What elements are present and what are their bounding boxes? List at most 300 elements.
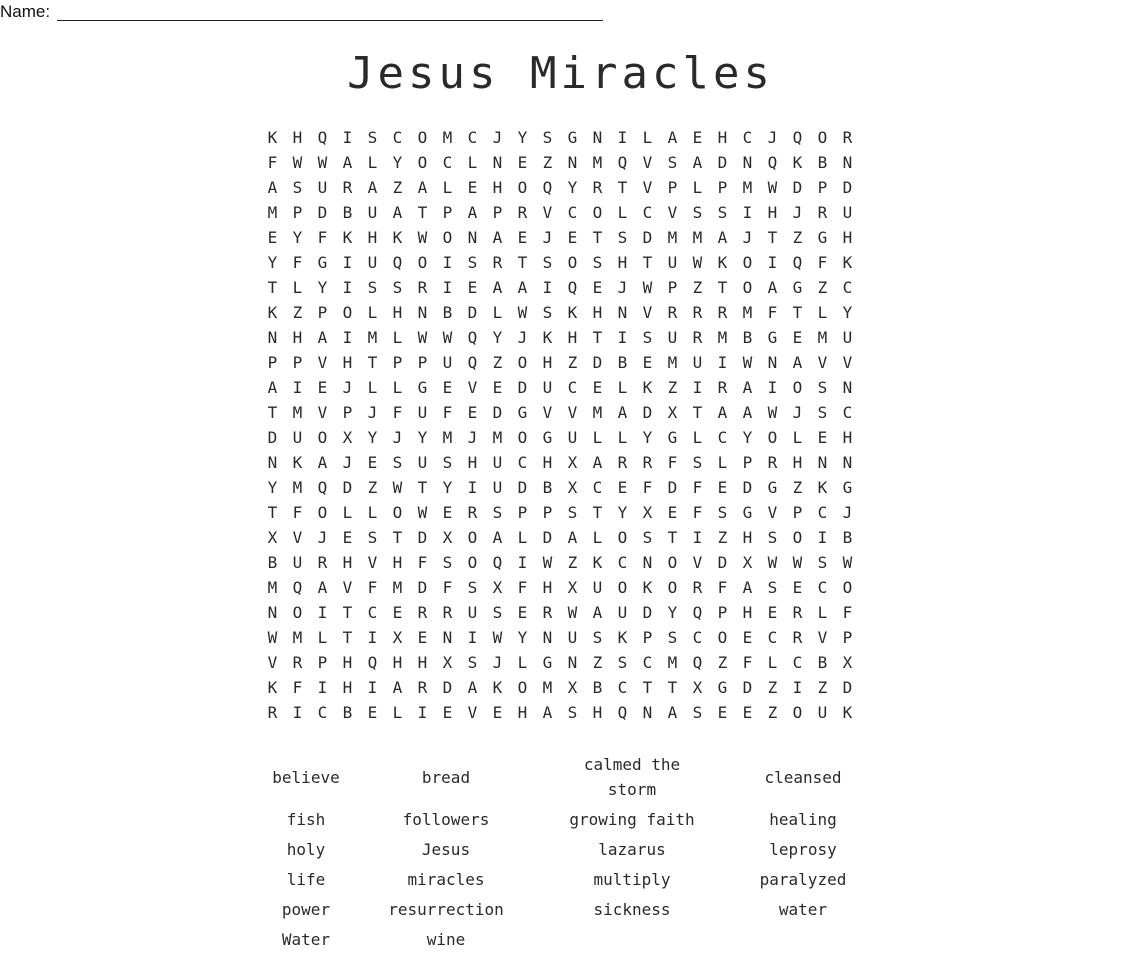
grid-letter: A: [717, 403, 728, 422]
grid-letter: E: [367, 703, 378, 722]
grid-letter: A: [317, 578, 328, 597]
grid-letter: H: [417, 653, 428, 672]
grid-letter: R: [792, 628, 803, 647]
grid-letter: I: [767, 253, 778, 272]
grid-letter: E: [392, 603, 403, 622]
grid-letter: P: [417, 353, 428, 372]
grid-letter: V: [642, 303, 653, 322]
grid-letter: T: [342, 628, 353, 647]
grid-letter: O: [617, 578, 628, 597]
grid-letter: X: [342, 428, 353, 447]
grid-letter: M: [267, 578, 278, 597]
grid-letter: V: [292, 528, 303, 547]
grid-letter: X: [567, 578, 578, 597]
grid-letter: C: [817, 503, 828, 522]
grid-letter: Z: [567, 353, 578, 372]
grid-letter: H: [792, 453, 803, 472]
grid-letter: Y: [317, 278, 328, 297]
grid-letter: P: [717, 603, 728, 622]
grid-letter: O: [792, 378, 803, 397]
grid-letter: X: [567, 678, 578, 697]
grid-letter: A: [767, 278, 778, 297]
grid-letter: N: [267, 453, 278, 472]
grid-letter: W: [292, 153, 303, 172]
grid-letter: G: [542, 428, 553, 447]
grid-letter: R: [717, 303, 728, 322]
grid-letter: R: [842, 128, 853, 147]
grid-letter: A: [742, 578, 753, 597]
grid-letter: L: [692, 428, 703, 447]
grid-letter: E: [517, 603, 528, 622]
grid-letter: F: [642, 478, 653, 497]
grid-letter: U: [492, 478, 503, 497]
grid-letter: R: [292, 653, 303, 672]
grid-letter: O: [292, 603, 303, 622]
word-bank-item: water: [778, 900, 828, 919]
grid-letter: K: [267, 678, 278, 697]
grid-row: [260, 525, 860, 550]
grid-letter: K: [792, 153, 803, 172]
grid-letter: M: [367, 328, 378, 347]
grid-letter: A: [267, 378, 278, 397]
grid-letter: A: [392, 678, 403, 697]
word-search-grid: [260, 125, 860, 725]
grid-row: [260, 650, 860, 675]
grid-letter: S: [542, 303, 553, 322]
grid-letter: Q: [792, 128, 803, 147]
grid-row: [260, 150, 860, 175]
grid-letter: V: [317, 403, 328, 422]
grid-letter: G: [817, 228, 828, 247]
grid-letter: L: [367, 503, 378, 522]
word-bank-item: miracles: [407, 870, 485, 889]
grid-letter: A: [617, 403, 628, 422]
grid-letter: D: [267, 428, 278, 447]
grid-letter: J: [342, 378, 353, 397]
grid-letter: L: [617, 203, 628, 222]
grid-letter: R: [817, 203, 828, 222]
grid-letter: H: [342, 353, 353, 372]
grid-letter: X: [267, 528, 278, 547]
grid-letter: S: [492, 603, 503, 622]
grid-letter: A: [317, 453, 328, 472]
word-bank-item: resurrection: [388, 900, 504, 919]
grid-letter: G: [767, 328, 778, 347]
grid-letter: C: [467, 128, 478, 147]
grid-letter: R: [592, 178, 603, 197]
grid-letter: R: [342, 178, 353, 197]
grid-letter: O: [817, 128, 828, 147]
grid-letter: G: [417, 378, 428, 397]
grid-row: [260, 625, 860, 650]
grid-letter: J: [492, 653, 503, 672]
grid-letter: P: [842, 628, 853, 647]
grid-letter: U: [417, 403, 428, 422]
grid-letter: E: [442, 503, 453, 522]
grid-letter: O: [342, 303, 353, 322]
grid-row: [260, 500, 860, 525]
grid-letter: G: [792, 278, 803, 297]
grid-letter: T: [592, 228, 603, 247]
grid-letter: L: [392, 703, 403, 722]
grid-letter: O: [667, 578, 678, 597]
grid-letter: X: [392, 628, 403, 647]
grid-letter: O: [467, 528, 478, 547]
grid-letter: O: [717, 628, 728, 647]
grid-letter: S: [817, 403, 828, 422]
grid-letter: E: [492, 378, 503, 397]
grid-letter: F: [367, 578, 378, 597]
grid-letter: D: [792, 178, 803, 197]
grid-letter: B: [817, 153, 828, 172]
grid-letter: E: [667, 503, 678, 522]
grid-row: [260, 250, 860, 275]
grid-letter: E: [417, 628, 428, 647]
grid-letter: D: [517, 378, 528, 397]
grid-letter: M: [717, 328, 728, 347]
grid-letter: U: [442, 353, 453, 372]
grid-letter: S: [817, 378, 828, 397]
grid-letter: X: [692, 678, 703, 697]
grid-letter: G: [717, 678, 728, 697]
grid-letter: L: [492, 303, 503, 322]
grid-letter: B: [592, 678, 603, 697]
grid-letter: I: [692, 528, 703, 547]
grid-letter: W: [767, 178, 778, 197]
grid-letter: I: [692, 378, 703, 397]
grid-letter: O: [467, 553, 478, 572]
word-bank-item: paralyzed: [759, 870, 847, 889]
grid-letter: S: [442, 453, 453, 472]
grid-letter: I: [342, 278, 353, 297]
grid-letter: L: [442, 178, 453, 197]
grid-letter: Z: [392, 178, 403, 197]
grid-letter: E: [817, 428, 828, 447]
grid-letter: G: [742, 503, 753, 522]
grid-letter: L: [292, 278, 303, 297]
grid-letter: Y: [567, 178, 578, 197]
grid-letter: I: [717, 353, 728, 372]
grid-letter: L: [592, 528, 603, 547]
grid-letter: L: [367, 303, 378, 322]
grid-letter: K: [642, 578, 653, 597]
grid-letter: A: [667, 128, 678, 147]
grid-letter: N: [642, 703, 653, 722]
grid-letter: R: [517, 203, 528, 222]
grid-letter: Q: [467, 328, 478, 347]
grid-letter: M: [492, 428, 503, 447]
grid-letter: J: [842, 503, 853, 522]
grid-letter: V: [842, 353, 853, 372]
word-bank-item: bread: [421, 768, 471, 787]
grid-letter: C: [567, 378, 578, 397]
grid-letter: M: [292, 628, 303, 647]
grid-letter: A: [417, 178, 428, 197]
grid-letter: J: [392, 428, 403, 447]
grid-letter: C: [517, 453, 528, 472]
grid-letter: E: [767, 603, 778, 622]
grid-letter: Z: [692, 278, 703, 297]
grid-letter: V: [542, 203, 553, 222]
grid-letter: A: [492, 278, 503, 297]
grid-letter: C: [642, 653, 653, 672]
grid-letter: M: [667, 353, 678, 372]
grid-letter: W: [542, 553, 553, 572]
word-bank-item: lazarus: [598, 840, 666, 859]
grid-letter: V: [267, 653, 278, 672]
grid-letter: P: [542, 503, 553, 522]
grid-letter: R: [417, 603, 428, 622]
grid-letter: I: [367, 678, 378, 697]
grid-letter: K: [292, 453, 303, 472]
grid-letter: E: [467, 403, 478, 422]
grid-letter: N: [842, 453, 853, 472]
grid-letter: W: [267, 628, 278, 647]
grid-letter: P: [742, 453, 753, 472]
grid-letter: H: [492, 178, 503, 197]
grid-letter: X: [567, 478, 578, 497]
grid-letter: I: [742, 203, 753, 222]
grid-letter: A: [492, 228, 503, 247]
grid-letter: T: [617, 178, 628, 197]
grid-letter: D: [742, 678, 753, 697]
grid-letter: R: [542, 603, 553, 622]
grid-letter: U: [667, 253, 678, 272]
grid-letter: O: [842, 578, 853, 597]
grid-letter: H: [742, 528, 753, 547]
grid-letter: G: [767, 478, 778, 497]
grid-letter: R: [717, 378, 728, 397]
grid-letter: Z: [592, 653, 603, 672]
grid-letter: M: [292, 403, 303, 422]
grid-letter: Q: [567, 278, 578, 297]
grid-letter: S: [592, 253, 603, 272]
grid-letter: V: [817, 353, 828, 372]
grid-letter: F: [692, 503, 703, 522]
grid-letter: Q: [392, 253, 403, 272]
grid-letter: W: [567, 603, 578, 622]
grid-letter: O: [517, 353, 528, 372]
grid-letter: I: [442, 278, 453, 297]
grid-letter: Q: [792, 253, 803, 272]
grid-letter: D: [842, 178, 853, 197]
grid-letter: W: [417, 228, 428, 247]
grid-letter: Q: [692, 603, 703, 622]
grid-letter: F: [692, 478, 703, 497]
grid-letter: D: [492, 403, 503, 422]
grid-row: [260, 125, 860, 150]
grid-letter: S: [392, 453, 403, 472]
grid-letter: Y: [492, 328, 503, 347]
grid-letter: A: [742, 403, 753, 422]
grid-letter: J: [792, 203, 803, 222]
grid-letter: L: [392, 328, 403, 347]
grid-letter: R: [267, 703, 278, 722]
grid-row: [260, 375, 860, 400]
grid-letter: Y: [642, 428, 653, 447]
grid-letter: B: [742, 328, 753, 347]
grid-letter: F: [517, 578, 528, 597]
grid-letter: T: [267, 503, 278, 522]
grid-letter: N: [567, 153, 578, 172]
grid-letter: T: [417, 203, 428, 222]
grid-letter: K: [542, 328, 553, 347]
grid-letter: H: [842, 228, 853, 247]
grid-letter: U: [667, 328, 678, 347]
grid-letter: P: [667, 178, 678, 197]
grid-letter: K: [342, 228, 353, 247]
grid-letter: P: [792, 503, 803, 522]
grid-letter: C: [592, 478, 603, 497]
grid-letter: Q: [467, 353, 478, 372]
grid-row: [260, 175, 860, 200]
grid-letter: H: [342, 678, 353, 697]
grid-letter: U: [842, 203, 853, 222]
grid-letter: L: [767, 653, 778, 672]
grid-letter: X: [492, 578, 503, 597]
grid-letter: H: [717, 128, 728, 147]
grid-letter: M: [592, 403, 603, 422]
grid-letter: I: [442, 253, 453, 272]
grid-letter: E: [567, 228, 578, 247]
grid-letter: O: [392, 503, 403, 522]
grid-letter: U: [317, 178, 328, 197]
grid-letter: A: [692, 153, 703, 172]
grid-letter: D: [667, 478, 678, 497]
grid-letter: Y: [517, 628, 528, 647]
grid-letter: Y: [442, 478, 453, 497]
grid-letter: E: [367, 453, 378, 472]
grid-letter: I: [767, 378, 778, 397]
grid-letter: N: [442, 628, 453, 647]
grid-letter: A: [517, 278, 528, 297]
grid-letter: T: [417, 478, 428, 497]
grid-letter: N: [842, 378, 853, 397]
grid-letter: N: [767, 353, 778, 372]
grid-letter: F: [392, 403, 403, 422]
grid-letter: L: [817, 303, 828, 322]
grid-letter: E: [792, 578, 803, 597]
word-bank-item: power: [281, 900, 331, 919]
grid-letter: I: [342, 128, 353, 147]
grid-letter: L: [717, 453, 728, 472]
grid-letter: Q: [767, 153, 778, 172]
grid-letter: W: [417, 328, 428, 347]
grid-letter: D: [642, 603, 653, 622]
grid-letter: E: [517, 228, 528, 247]
grid-letter: C: [717, 428, 728, 447]
grid-letter: I: [617, 128, 628, 147]
grid-letter: F: [317, 228, 328, 247]
grid-letter: S: [367, 278, 378, 297]
grid-letter: R: [667, 303, 678, 322]
grid-row: [260, 700, 860, 725]
grid-letter: V: [542, 403, 553, 422]
grid-letter: P: [442, 203, 453, 222]
grid-letter: F: [717, 578, 728, 597]
grid-letter: I: [467, 478, 478, 497]
grid-letter: E: [717, 478, 728, 497]
grid-letter: H: [467, 453, 478, 472]
grid-letter: T: [367, 353, 378, 372]
grid-letter: D: [417, 528, 428, 547]
grid-letter: S: [692, 453, 703, 472]
grid-letter: S: [567, 703, 578, 722]
grid-letter: Z: [767, 678, 778, 697]
grid-letter: P: [517, 503, 528, 522]
grid-letter: Q: [492, 553, 503, 572]
grid-letter: Y: [292, 228, 303, 247]
grid-letter: Z: [367, 478, 378, 497]
grid-letter: R: [442, 603, 453, 622]
grid-letter: O: [317, 503, 328, 522]
grid-letter: T: [717, 278, 728, 297]
grid-letter: R: [642, 453, 653, 472]
grid-letter: P: [392, 353, 403, 372]
grid-row: [260, 675, 860, 700]
grid-letter: Z: [792, 478, 803, 497]
grid-letter: H: [392, 553, 403, 572]
grid-letter: T: [592, 328, 603, 347]
grid-letter: Q: [617, 703, 628, 722]
grid-letter: C: [817, 578, 828, 597]
grid-letter: E: [742, 628, 753, 647]
grid-letter: I: [792, 678, 803, 697]
grid-letter: O: [517, 178, 528, 197]
grid-letter: F: [742, 653, 753, 672]
grid-letter: U: [492, 453, 503, 472]
grid-letter: W: [417, 503, 428, 522]
grid-letter: L: [792, 428, 803, 447]
word-bank-item: leprosy: [769, 840, 837, 859]
grid-letter: L: [592, 428, 603, 447]
page-title: Jesus Miracles: [347, 48, 774, 99]
grid-letter: N: [817, 453, 828, 472]
grid-letter: N: [492, 153, 503, 172]
grid-letter: Z: [492, 353, 503, 372]
grid-letter: N: [542, 628, 553, 647]
grid-letter: H: [542, 353, 553, 372]
grid-letter: S: [467, 653, 478, 672]
grid-letter: S: [467, 253, 478, 272]
grid-letter: F: [817, 253, 828, 272]
grid-letter: A: [467, 203, 478, 222]
grid-letter: O: [667, 553, 678, 572]
grid-letter: L: [467, 153, 478, 172]
grid-letter: H: [542, 453, 553, 472]
grid-letter: A: [542, 703, 553, 722]
grid-letter: E: [517, 153, 528, 172]
grid-letter: O: [417, 153, 428, 172]
grid-letter: H: [392, 303, 403, 322]
grid-letter: B: [617, 353, 628, 372]
grid-letter: E: [317, 378, 328, 397]
grid-letter: S: [617, 228, 628, 247]
grid-letter: Y: [667, 603, 678, 622]
grid-letter: S: [442, 553, 453, 572]
grid-letter: D: [542, 528, 553, 547]
word-bank-item: sickness: [593, 900, 671, 919]
grid-letter: M: [392, 578, 403, 597]
grid-letter: U: [542, 378, 553, 397]
grid-letter: A: [742, 378, 753, 397]
grid-letter: C: [792, 653, 803, 672]
name-input-line[interactable]: [57, 20, 603, 21]
grid-letter: K: [642, 378, 653, 397]
grid-letter: K: [817, 478, 828, 497]
grid-letter: I: [342, 253, 353, 272]
grid-letter: E: [342, 528, 353, 547]
